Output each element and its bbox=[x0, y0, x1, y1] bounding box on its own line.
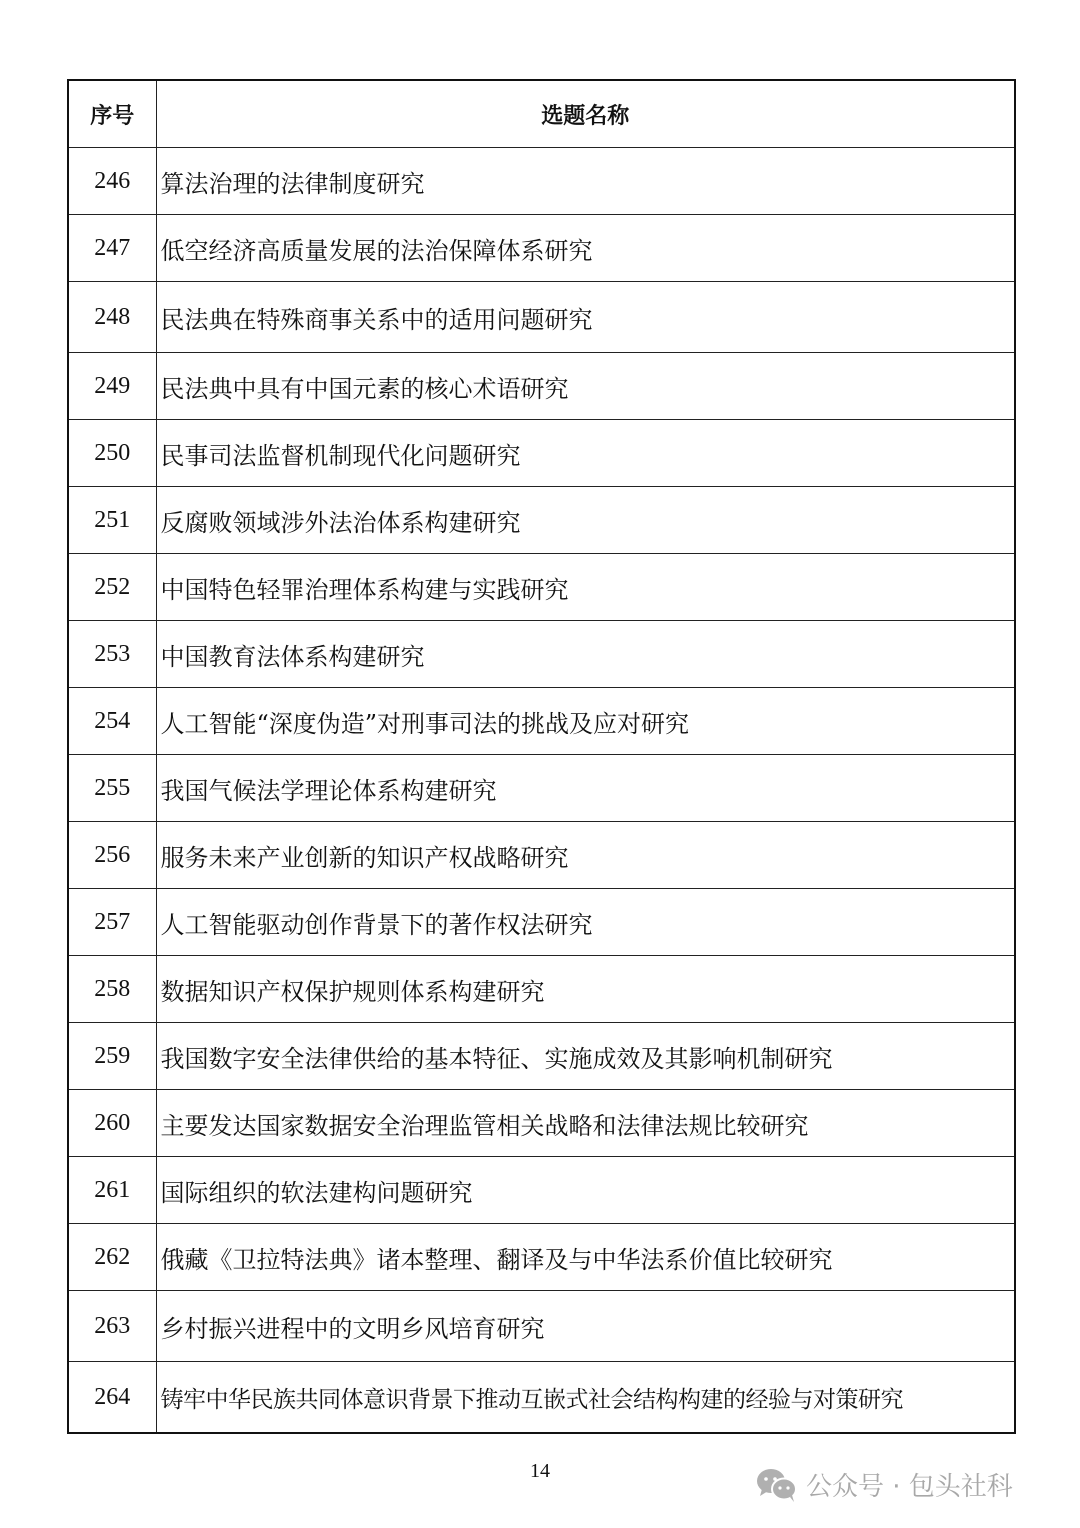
row-topic-name: 国际组织的软法建构问题研究 bbox=[156, 1157, 1015, 1224]
row-number: 260 bbox=[68, 1090, 156, 1157]
row-number: 264 bbox=[68, 1362, 156, 1434]
row-number: 250 bbox=[68, 420, 156, 487]
row-topic-name: 服务未来产业创新的知识产权战略研究 bbox=[156, 822, 1015, 889]
column-header-name: 选题名称 bbox=[156, 80, 1015, 148]
row-topic-name: 主要发达国家数据安全治理监管相关战略和法律法规比较研究 bbox=[156, 1090, 1015, 1157]
row-topic-name: 中国特色轻罪治理体系构建与实践研究 bbox=[156, 554, 1015, 621]
row-topic-name: 乡村振兴进程中的文明乡风培育研究 bbox=[156, 1291, 1015, 1362]
row-number: 249 bbox=[68, 353, 156, 420]
row-topic-name: 铸牢中华民族共同体意识背景下推动互嵌式社会结构构建的经验与对策研究 bbox=[156, 1362, 1015, 1434]
row-topic-name: 民事司法监督机制现代化问题研究 bbox=[156, 420, 1015, 487]
row-topic-name: 我国数字安全法律供给的基本特征、实施成效及其影响机制研究 bbox=[156, 1023, 1015, 1090]
row-number: 247 bbox=[68, 215, 156, 282]
row-number: 255 bbox=[68, 755, 156, 822]
row-number: 261 bbox=[68, 1157, 156, 1224]
row-topic-name: 民法典在特殊商事关系中的适用问题研究 bbox=[156, 282, 1015, 353]
table-row bbox=[68, 755, 1015, 822]
row-topic-name: 数据知识产权保护规则体系构建研究 bbox=[156, 956, 1015, 1023]
table-row bbox=[68, 554, 1015, 621]
topics-table bbox=[67, 79, 1016, 1434]
watermark bbox=[756, 1466, 1013, 1503]
table-row bbox=[68, 353, 1015, 420]
table-row bbox=[68, 956, 1015, 1023]
row-number: 252 bbox=[68, 554, 156, 621]
table-row bbox=[68, 621, 1015, 688]
row-topic-name: 人工智能“深度伪造”对刑事司法的挑战及应对研究 bbox=[156, 688, 1015, 755]
table-row bbox=[68, 487, 1015, 554]
row-number: 248 bbox=[68, 282, 156, 353]
table-row bbox=[68, 822, 1015, 889]
table-row bbox=[68, 1224, 1015, 1291]
row-topic-name: 算法治理的法律制度研究 bbox=[156, 148, 1015, 215]
row-number: 257 bbox=[68, 889, 156, 956]
row-topic-name: 反腐败领域涉外法治体系构建研究 bbox=[156, 487, 1015, 554]
table-row bbox=[68, 1090, 1015, 1157]
table-row bbox=[68, 282, 1015, 353]
table-row bbox=[68, 688, 1015, 755]
row-number: 256 bbox=[68, 822, 156, 889]
table-row bbox=[68, 1023, 1015, 1090]
table-row bbox=[68, 148, 1015, 215]
table-header-row bbox=[68, 80, 1015, 148]
row-topic-name: 我国气候法学理论体系构建研究 bbox=[156, 755, 1015, 822]
table-row bbox=[68, 1291, 1015, 1362]
row-number: 253 bbox=[68, 621, 156, 688]
row-number: 254 bbox=[68, 688, 156, 755]
table-row bbox=[68, 889, 1015, 956]
table-row bbox=[68, 1157, 1015, 1224]
row-topic-name: 俄藏《卫拉特法典》诸本整理、翻译及与中华法系价值比较研究 bbox=[156, 1224, 1015, 1291]
row-topic-name: 低空经济高质量发展的法治保障体系研究 bbox=[156, 215, 1015, 282]
table-row bbox=[68, 1362, 1015, 1434]
row-topic-name: 人工智能驱动创作背景下的著作权法研究 bbox=[156, 889, 1015, 956]
page-number: 14 bbox=[530, 1460, 550, 1482]
row-number: 251 bbox=[68, 487, 156, 554]
row-topic-name: 中国教育法体系构建研究 bbox=[156, 621, 1015, 688]
wechat-icon bbox=[756, 1467, 798, 1503]
table-row bbox=[68, 420, 1015, 487]
watermark-text: 公众号 · 包头社科 bbox=[806, 1472, 1013, 1502]
row-number: 262 bbox=[68, 1224, 156, 1291]
table-row bbox=[68, 215, 1015, 282]
row-number: 258 bbox=[68, 956, 156, 1023]
column-header-number: 序号 bbox=[68, 80, 156, 148]
row-topic-name: 民法典中具有中国元素的核心术语研究 bbox=[156, 353, 1015, 420]
row-number: 259 bbox=[68, 1023, 156, 1090]
row-number: 263 bbox=[68, 1291, 156, 1362]
row-number: 246 bbox=[68, 148, 156, 215]
